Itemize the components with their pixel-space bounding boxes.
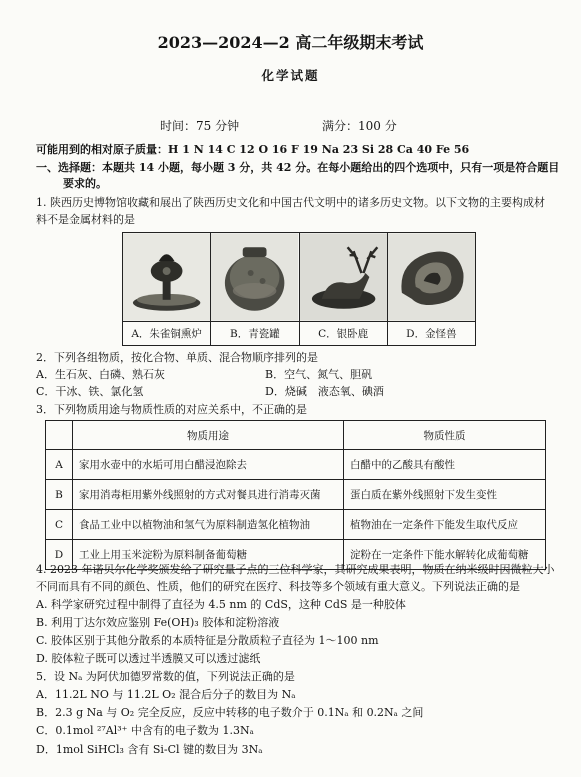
- q3-row-key: C: [46, 510, 73, 540]
- artifact-c-caption: C．银卧鹿: [300, 321, 387, 345]
- exam-title: 2023—2024—2 高二年级期末考试: [157, 33, 424, 52]
- q3-header-use: 物质用途: [73, 421, 344, 450]
- table-row: [46, 510, 546, 540]
- artifact-d: [388, 233, 475, 345]
- atomic-masses-values: H 1 N 14 C 12 O 16 F 19 Na 23 Si 28 Ca 40 Fe 56: [168, 143, 470, 156]
- artifact-b-caption: B．青瓷罐: [211, 321, 298, 345]
- q4-option-c: C. 胶体区别于其他分散系的本质特征是分散质粒子直径为 1～100 nm: [36, 634, 379, 647]
- q3-header-prop: 物质性质: [344, 421, 546, 450]
- q4-line2: 不同而具有不同的颜色、性质，他们的研究在医疗、科技等多个领域有重大意义。下列说法正确的是: [36, 580, 520, 593]
- q3-header-blank: [46, 421, 73, 450]
- artifact-b: [211, 233, 299, 345]
- q5-option-d: D．1mol SiHCl₃ 含有 Si-Cl 键的数目为 3Nₐ: [36, 743, 263, 756]
- section1-line2: 要求的。: [63, 177, 107, 190]
- q1-line2: 料不是金属材料的是: [36, 213, 135, 226]
- q3-row-prop: 白醋中的乙酸具有酸性: [344, 450, 546, 480]
- exam-subtitle: 化学试题: [261, 68, 320, 83]
- artifact-c: [300, 233, 388, 345]
- q1-line1: 1. 陕西历史博物馆收藏和展出了陕西历史文化和中国古代文明中的诸多历史文物。以下文物的主要构成材: [36, 196, 545, 209]
- q3-stem: 3．下列物质用途与物质性质的对应关系中，不正确的是: [36, 403, 307, 416]
- artifact-images: [122, 232, 476, 346]
- q3-row-prop: 植物油在一定条件下能发生取代反应: [344, 510, 546, 540]
- q3-row-prop: 淀粉在一定条件下能水解转化成葡萄糖: [344, 540, 546, 570]
- q3-row-key: D: [46, 540, 73, 570]
- q4-option-d: D. 胶体粒子既可以透过半透膜又可以透过滤纸: [36, 652, 261, 665]
- q5-option-a: A．11.2L NO 与 11.2L O₂ 混合后分子的数目为 Nₐ: [36, 688, 296, 701]
- q3-row-use: 家用水壶中的水垢可用白醋浸泡除去: [73, 450, 344, 480]
- q3-row-key: B: [46, 480, 73, 510]
- q5-stem: 5．设 Nₐ 为阿伏加德罗常数的值，下列说法正确的是: [36, 670, 295, 683]
- table-row: [46, 450, 546, 480]
- q3-row-use: 工业上用玉米淀粉为原料制备葡萄糖: [73, 540, 344, 570]
- q3-row-key: A: [46, 450, 73, 480]
- artifact-d-caption: D．金怪兽: [388, 321, 475, 345]
- q3-table-header: [46, 421, 546, 450]
- q3-row-use: 家用消毒柜用紫外线照射的方式对餐具进行消毒灭菌: [73, 480, 344, 510]
- section1-line1: 一、选择题：本题共 14 小题，每小题 3 分，共 42 分。在每小题给出的四个选项中，只有一项是符合题目: [36, 161, 560, 174]
- atomic-masses: [36, 143, 469, 157]
- bronze-censer-image: [123, 233, 210, 321]
- q3-table: [45, 420, 546, 570]
- q3-row-prop: 蛋白质在紫外线照射下发生变性: [344, 480, 546, 510]
- artifact-a: [123, 233, 211, 345]
- atomic-masses-label: 可能用到的相对原子质量：: [36, 143, 168, 156]
- exam-score: 满分：100 分: [322, 119, 397, 133]
- q2-option-b: B．空气、氮气、胆矾: [265, 368, 373, 381]
- table-row: [46, 480, 546, 510]
- q4-line1: 4. 2023 年诺贝尔化学奖颁发给了研究量子点的三位科学家，其研究成果表明，物质在纳米级时因微粒大小: [36, 563, 555, 576]
- q4-option-a: A. 科学家研究过程中制得了直径为 4.5 nm 的 CdS，这种 CdS 是一种胶体: [36, 598, 406, 611]
- gold-beast-image: [388, 233, 475, 321]
- q4-option-b: B. 利用丁达尔效应鉴别 Fe(OH)₃ 胶体和淀粉溶液: [36, 616, 280, 629]
- q5-option-c: C．0.1mol ²⁷Al³⁺ 中含有的电子数为 1.3Nₐ: [36, 724, 254, 737]
- silver-deer-image: [300, 233, 387, 321]
- q2-stem: 2．下列各组物质，按化合物、单质、混合物顺序排列的是: [36, 351, 318, 364]
- q5-option-b: B．2.3 g Na 与 O₂ 完全反应，反应中转移的电子数介于 0.1Nₐ 和 0.2Nₐ 之间: [36, 706, 424, 719]
- q2-option-a: A．生石灰、白磷、熟石灰: [36, 368, 165, 381]
- q2-option-d: D．烧碱 液态氧、碘酒: [265, 385, 384, 398]
- q2-option-c: C．干冰、铁、氯化氢: [36, 385, 144, 398]
- artifact-a-caption: A．朱雀铜熏炉: [123, 321, 210, 345]
- q3-row-use: 食品工业中以植物油和氢气为原料制造氢化植物油: [73, 510, 344, 540]
- exam-time: 时间：75 分钟: [160, 119, 240, 133]
- celadon-jar-image: [211, 233, 298, 321]
